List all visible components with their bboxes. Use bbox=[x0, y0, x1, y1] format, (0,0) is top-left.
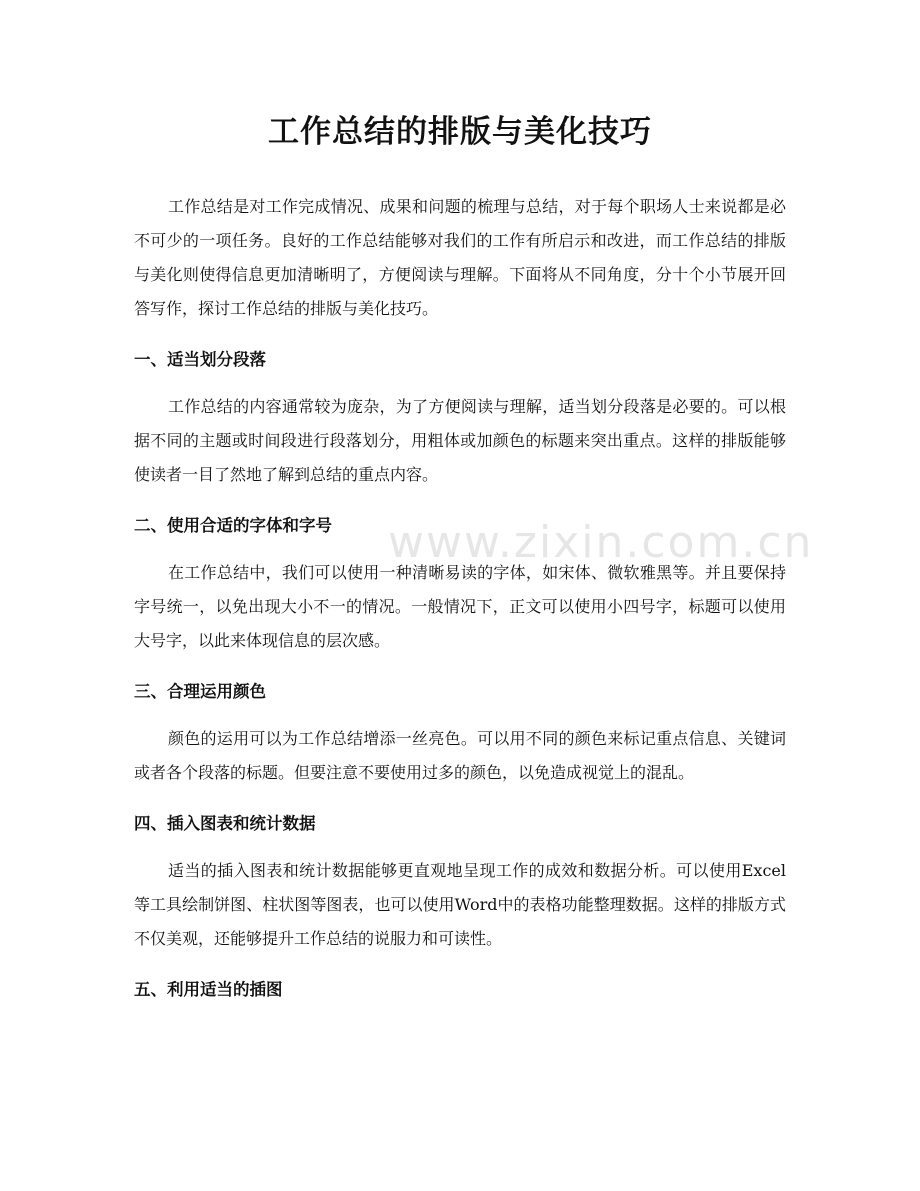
section-body-2: 在工作总结中，我们可以使用一种清晰易读的字体，如宋体、微软雅黑等。并且要保持字号统一，以免出现大小不一的情况。一般情况下，正文可以使用小四号字，标题可以使用大号字，以此来体现信息的层次感。 bbox=[134, 563, 786, 650]
section-heading-2: 二、使用合适的字体和字号 bbox=[134, 516, 332, 535]
section-heading-3: 三、合理运用颜色 bbox=[134, 682, 266, 701]
section-body-3: 颜色的运用可以为工作总结增添一丝亮色。可以用不同的颜色来标记重点信息、关键词或者各个段落的标题。但要注意不要使用过多的颜色，以免造成视觉上的混乱。 bbox=[134, 729, 786, 782]
section-heading-1: 一、适当划分段落 bbox=[134, 350, 266, 369]
section-heading-5: 五、利用适当的插图 bbox=[134, 980, 283, 999]
section-body-1: 工作总结的内容通常较为庞杂，为了方便阅读与理解，适当划分段落是必要的。可以根据不同的主题或时间段进行段落划分，用粗体或加颜色的标题来突出重点。这样的排版能够使读者一目了然地了解到总结的重点内容。 bbox=[134, 397, 786, 484]
intro-paragraph: 工作总结是对工作完成情况、成果和问题的梳理与总结，对于每个职场人士来说都是必不可少的一项任务。良好的工作总结能够对我们的工作有所启示和改进，而工作总结的排版与美化则使得信息更加清晰明了，方便阅读与理解。下面将从不同角度，分十个小节展开回答写作，探讨工作总结的排版与美化技巧。 bbox=[134, 197, 786, 318]
watermark-text: www.zixin.com.cn bbox=[388, 517, 814, 568]
document-content bbox=[134, 108, 786, 1004]
document-title: 工作总结的排版与美化技巧 bbox=[268, 114, 652, 150]
section-body-4: 适当的插入图表和统计数据能够更直观地呈现工作的成效和数据分析。可以使用Excel等工具绘制饼图、柱状图等图表，也可以使用Word中的表格功能整理数据。这样的排版方式不仅美观，还能够提升工作总结的说服力和可读性。 bbox=[134, 861, 786, 948]
section-heading-4: 四、插入图表和统计数据 bbox=[134, 814, 316, 833]
